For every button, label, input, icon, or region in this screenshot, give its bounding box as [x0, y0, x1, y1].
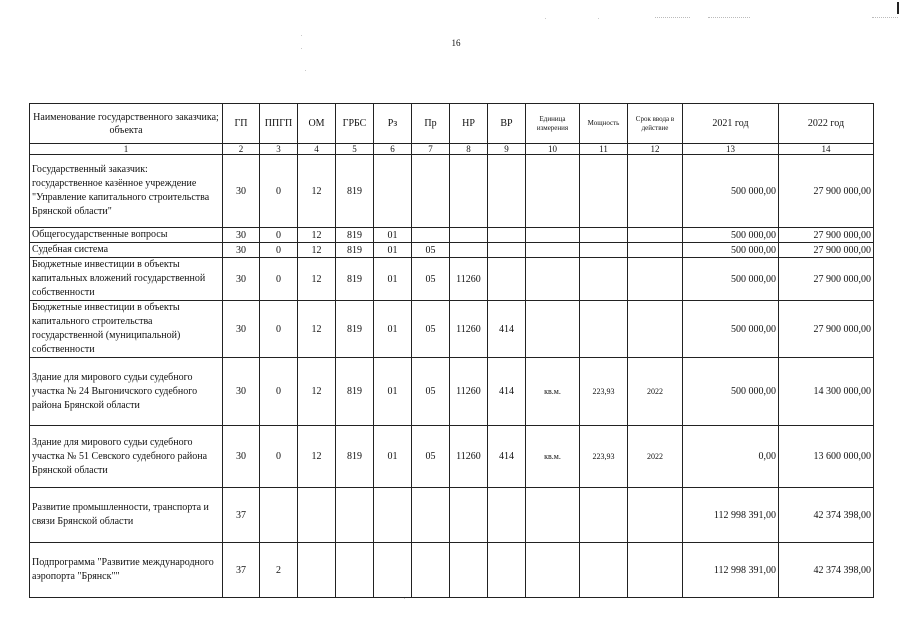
- cell-gp: 30: [223, 426, 260, 488]
- cell-grbs: 819: [336, 358, 374, 426]
- cell-vr: [488, 155, 526, 228]
- cell-rz: 01: [374, 358, 412, 426]
- cell-vr: 414: [488, 301, 526, 358]
- cell-year-2022: 42 374 398,00: [779, 543, 874, 598]
- column-number: 3: [260, 144, 298, 155]
- cell-ppgp: 2: [260, 543, 298, 598]
- scan-speck: [404, 598, 405, 599]
- cell-om: 12: [298, 426, 336, 488]
- header-pr: Пр: [412, 104, 450, 144]
- cell-year-2022: 27 900 000,00: [779, 155, 874, 228]
- cell-vr: 414: [488, 358, 526, 426]
- scan-artifact: [872, 17, 898, 19]
- table-row: [30, 488, 874, 543]
- cell-nr: [450, 543, 488, 598]
- cell-unit: [526, 488, 580, 543]
- scan-speck: [301, 48, 302, 49]
- cell-ppgp: 0: [260, 243, 298, 258]
- header-rz: Рз: [374, 104, 412, 144]
- column-number: 10: [526, 144, 580, 155]
- cell-year-2021: 500 000,00: [683, 258, 779, 301]
- header-grbs: ГРБС: [336, 104, 374, 144]
- table-row: [30, 155, 874, 228]
- cell-nr: 11260: [450, 358, 488, 426]
- cell-gp: 30: [223, 228, 260, 243]
- cell-ppgp: [260, 488, 298, 543]
- row-name-cell: Судебная система: [30, 243, 223, 258]
- cell-grbs: 819: [336, 301, 374, 358]
- cell-om: 12: [298, 358, 336, 426]
- cell-ppgp: 0: [260, 155, 298, 228]
- cell-capacity: [580, 301, 628, 358]
- column-number: 12: [628, 144, 683, 155]
- scan-speck: [301, 35, 302, 36]
- header-year-2022: 2022 год: [779, 104, 874, 144]
- cell-year-2022: 14 300 000,00: [779, 358, 874, 426]
- cell-unit: [526, 543, 580, 598]
- table-row: [30, 358, 874, 426]
- table-row: [30, 426, 874, 488]
- cell-capacity: [580, 155, 628, 228]
- cell-rz: 01: [374, 228, 412, 243]
- scan-speck: [598, 18, 599, 19]
- cell-pr: 05: [412, 243, 450, 258]
- header-vr: ВР: [488, 104, 526, 144]
- column-number: 11: [580, 144, 628, 155]
- cell-grbs: 819: [336, 243, 374, 258]
- row-name-cell: Бюджетные инвестиции в объекты капитального строительства государственной (муниципальной) собственности: [30, 301, 223, 358]
- cell-commission-term: 2022: [628, 426, 683, 488]
- cell-nr: 11260: [450, 258, 488, 301]
- cell-capacity: [580, 488, 628, 543]
- cell-om: [298, 488, 336, 543]
- cell-vr: [488, 488, 526, 543]
- row-name-cell: Развитие промышленности, транспорта и связи Брянской области: [30, 488, 223, 543]
- column-number: 2: [223, 144, 260, 155]
- row-name-cell: Подпрограмма "Развитие международного аэропорта "Брянск"": [30, 543, 223, 598]
- cell-gp: 30: [223, 358, 260, 426]
- cell-gp: 30: [223, 258, 260, 301]
- cell-ppgp: 0: [260, 358, 298, 426]
- cell-pr: 05: [412, 258, 450, 301]
- cell-rz: 01: [374, 243, 412, 258]
- cell-vr: [488, 228, 526, 243]
- cell-ppgp: 0: [260, 426, 298, 488]
- cell-rz: [374, 155, 412, 228]
- cell-gp: 30: [223, 155, 260, 228]
- table-row: [30, 228, 874, 243]
- header-commission-term: Срок ввода в действие: [628, 104, 683, 144]
- cell-year-2022: 27 900 000,00: [779, 258, 874, 301]
- cell-nr: [450, 228, 488, 243]
- table-row: [30, 243, 874, 258]
- cell-capacity: 223,93: [580, 358, 628, 426]
- cell-om: 12: [298, 243, 336, 258]
- cell-commission-term: [628, 488, 683, 543]
- cell-gp: 37: [223, 543, 260, 598]
- cell-capacity: [580, 543, 628, 598]
- column-number: 9: [488, 144, 526, 155]
- cell-grbs: [336, 488, 374, 543]
- cell-unit: [526, 228, 580, 243]
- cell-ppgp: 0: [260, 228, 298, 243]
- header-gp: ГП: [223, 104, 260, 144]
- cell-year-2022: 42 374 398,00: [779, 488, 874, 543]
- cell-year-2021: 0,00: [683, 426, 779, 488]
- cell-pr: [412, 543, 450, 598]
- cell-commission-term: [628, 155, 683, 228]
- row-name-cell: Бюджетные инвестиции в объекты капитальных вложений государственной собственности: [30, 258, 223, 301]
- cell-rz: [374, 488, 412, 543]
- cell-nr: 11260: [450, 301, 488, 358]
- cell-unit: [526, 243, 580, 258]
- page-number: 16: [451, 38, 461, 48]
- cell-grbs: 819: [336, 426, 374, 488]
- cell-year-2022: 27 900 000,00: [779, 301, 874, 358]
- table-row: [30, 543, 874, 598]
- cell-year-2022: 27 900 000,00: [779, 243, 874, 258]
- cell-om: 12: [298, 258, 336, 301]
- scan-speck: [545, 18, 546, 19]
- row-name-cell: Здание для мирового судьи судебного участка № 51 Севского судебного района Брянской области: [30, 426, 223, 488]
- table-header-row: [30, 104, 874, 144]
- cell-vr: 414: [488, 426, 526, 488]
- cell-om: 12: [298, 155, 336, 228]
- column-number: 13: [683, 144, 779, 155]
- cell-om: 12: [298, 228, 336, 243]
- cell-ppgp: 0: [260, 301, 298, 358]
- cell-vr: [488, 543, 526, 598]
- cell-nr: [450, 488, 488, 543]
- cell-commission-term: [628, 258, 683, 301]
- cell-commission-term: [628, 243, 683, 258]
- cell-pr: [412, 228, 450, 243]
- scan-speck: [305, 70, 306, 71]
- cell-commission-term: [628, 301, 683, 358]
- cell-pr: 05: [412, 426, 450, 488]
- scan-artifact: [708, 17, 750, 19]
- cell-gp: 30: [223, 301, 260, 358]
- cell-nr: [450, 243, 488, 258]
- cell-rz: 01: [374, 258, 412, 301]
- cell-pr: [412, 488, 450, 543]
- cell-year-2021: 500 000,00: [683, 243, 779, 258]
- cell-commission-term: 2022: [628, 358, 683, 426]
- cell-om: 12: [298, 301, 336, 358]
- cell-vr: [488, 258, 526, 301]
- cell-nr: 11260: [450, 426, 488, 488]
- cell-pr: [412, 155, 450, 228]
- cell-rz: 01: [374, 301, 412, 358]
- cell-unit: [526, 301, 580, 358]
- table-body: [30, 155, 874, 598]
- header-om: ОМ: [298, 104, 336, 144]
- cell-grbs: [336, 543, 374, 598]
- cell-year-2021: 500 000,00: [683, 155, 779, 228]
- cell-grbs: 819: [336, 258, 374, 301]
- cell-capacity: [580, 243, 628, 258]
- scan-artifact: [655, 17, 690, 19]
- header-nr: НР: [450, 104, 488, 144]
- cell-capacity: 223,93: [580, 426, 628, 488]
- cell-pr: 05: [412, 358, 450, 426]
- column-number: 8: [450, 144, 488, 155]
- cell-ppgp: 0: [260, 258, 298, 301]
- table-row: [30, 258, 874, 301]
- column-number: 14: [779, 144, 874, 155]
- cell-unit: [526, 258, 580, 301]
- cell-year-2022: 27 900 000,00: [779, 228, 874, 243]
- column-number: 1: [30, 144, 223, 155]
- cell-gp: 37: [223, 488, 260, 543]
- header-year-2021: 2021 год: [683, 104, 779, 144]
- cell-year-2021: 500 000,00: [683, 228, 779, 243]
- column-number: 6: [374, 144, 412, 155]
- cell-capacity: [580, 228, 628, 243]
- column-number: 7: [412, 144, 450, 155]
- row-name-cell: Государственный заказчик: государственное казённое учреждение "Управление капитального строительства Брянской области": [30, 155, 223, 228]
- row-name-cell: Общегосударственные вопросы: [30, 228, 223, 243]
- cell-rz: 01: [374, 426, 412, 488]
- cell-commission-term: [628, 228, 683, 243]
- cell-year-2021: 500 000,00: [683, 358, 779, 426]
- cell-year-2021: 112 998 391,00: [683, 543, 779, 598]
- cell-vr: [488, 243, 526, 258]
- header-capacity: Мощность: [580, 104, 628, 144]
- row-name-cell: Здание для мирового судьи судебного участка № 24 Выгоничского судебного района Брянской области: [30, 358, 223, 426]
- cell-gp: 30: [223, 243, 260, 258]
- column-number: 5: [336, 144, 374, 155]
- cell-grbs: 819: [336, 155, 374, 228]
- cell-commission-term: [628, 543, 683, 598]
- cell-pr: 05: [412, 301, 450, 358]
- table-row: [30, 301, 874, 358]
- cell-year-2021: 112 998 391,00: [683, 488, 779, 543]
- cell-unit: кв.м.: [526, 426, 580, 488]
- header-ppgp: ППГП: [260, 104, 298, 144]
- investment-table: [29, 103, 874, 598]
- cell-om: [298, 543, 336, 598]
- cell-nr: [450, 155, 488, 228]
- cell-rz: [374, 543, 412, 598]
- cell-capacity: [580, 258, 628, 301]
- column-number: 4: [298, 144, 336, 155]
- header-unit: Единица измерения: [526, 104, 580, 144]
- cell-year-2022: 13 600 000,00: [779, 426, 874, 488]
- cell-year-2021: 500 000,00: [683, 301, 779, 358]
- header-name: Наименование государственного заказчика; объекта: [30, 104, 223, 144]
- column-number-row: [30, 144, 874, 155]
- cell-unit: кв.м.: [526, 358, 580, 426]
- cell-unit: [526, 155, 580, 228]
- scan-edge-mark: [897, 2, 899, 14]
- cell-grbs: 819: [336, 228, 374, 243]
